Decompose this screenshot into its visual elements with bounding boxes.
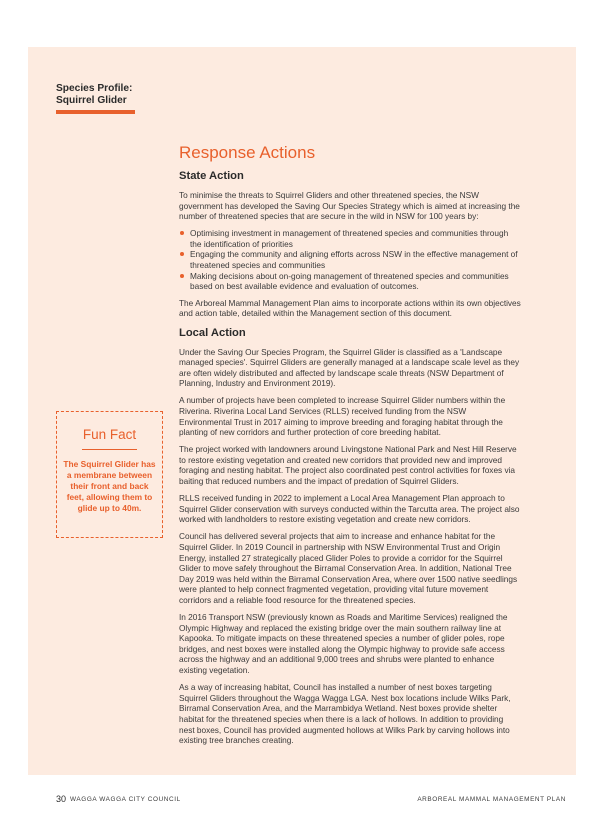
footer-council-name: WAGGA WAGGA CITY COUNCIL	[70, 796, 181, 803]
bullet-dot-icon	[180, 252, 184, 256]
fun-fact-text: The Squirrel Glider has a membrane between their front and back feet, allowing them to glide up to 40m.	[63, 459, 156, 513]
local-action-paragraph: A number of projects have been completed to increase Squirrel Glider numbers within the Riverina. Riverina Local Land Services (RLLS) received funding from the NSW Environmental Trust in 2017 aiming to improve breeding and foraging habitat through the planting of new corridors and further protection of core breeding habitat.	[179, 395, 506, 438]
bullet-text: Engaging the community and aligning efforts across NSW in the effective management of threatened species and communities	[190, 249, 518, 271]
bullet-dot-icon	[180, 274, 184, 278]
local-action-paragraph: In 2016 Transport NSW (previously known as Roads and Maritime Services) realigned the Olympic Highway and replaced the existing bridge over the main southern railway line at Kapooka. To mitigate impacts on these threatened species a number of glider poles, rope bridges, and nest boxes were installed along the Olympic highway to provide safe access across the highway and an additional 9,000 trees and shrubs were planted to enhance existing vegetation.	[179, 612, 508, 676]
bullet-item	[179, 271, 521, 292]
local-action-paragraph: Council has delivered several projects that aim to increase and enhance habitat for the Squirrel Glider. In 2019 Council in partnership with NSW Environmental Trust and Origin Energy, installed 27 strategically placed Glider Poles to provide a corridor for the Squirrel Glider to move safely throughout the Birramal Conservation Area. In addition, National Tree Day 2019 was held within the Birramal Conservation Area, where over 1500 native seedlings were planted to help connect fragmented vegetation, providing vital future movement corridors and a reliable food resource for the threatened species.	[179, 531, 518, 605]
species-profile-line1: Species Profile:	[56, 83, 133, 94]
local-action-paragraph: As a way of increasing habitat, Council has installed a number of nest boxes targeting Squirrel Gliders throughout the Wagga Wagga LGA. Nest box locations include Wilks Park, Birramal Conservation Area, and the Marrambidya Wetland. Nest boxes provide shelter habitat for the threatened species when there is a lack of hollows. In addition to providing nest boxes, Council has provided augmented hollows at Wilks Park by carving hollows into existing tree branches creating.	[179, 682, 511, 746]
footer-plan-name: ARBOREAL MAMMAL MANAGEMENT PLAN	[417, 796, 566, 803]
state-action-outro: The Arboreal Mammal Management Plan aims to incorporate actions within its own objectives and action table, detailed within the Management section of this document.	[179, 297, 521, 319]
main-content	[179, 142, 521, 752]
species-profile-line2: Squirrel Glider	[56, 95, 127, 106]
local-action-paragraph: The project worked with landowners around Livingstone National Park and Nest Hill Reserve to restore existing vegetation and created new corridors that provided new and improved foraging and nesting habitat. The project also coordinated pest control activities for foxes via baiting that reduced numbers and the impact of predation of Squirrel Gliders.	[179, 444, 517, 487]
fun-fact-box	[56, 411, 163, 538]
bullet-text: Optimising investment in management of threatened species and communities through the identification of priorities	[190, 228, 509, 249]
fun-fact-title: Fun Fact	[82, 427, 137, 442]
state-action-bullets	[179, 228, 521, 292]
bullet-item	[179, 249, 521, 270]
page-footer	[56, 794, 566, 808]
page-title: Response Actions	[179, 143, 316, 162]
species-profile-underline	[56, 110, 135, 114]
bullet-dot-icon	[180, 231, 184, 235]
state-action-heading: State Action	[179, 170, 244, 182]
local-action-paragraph: Under the Saving Our Species Program, the Squirrel Glider is classified as a 'Landscape managed species'. Squirrel Gliders are generally managed at a landscape scale level as they are often widely distributed and affected by landscape scale threats (NSW Department of Planning, Industry and Environment 2019).	[179, 346, 520, 389]
local-action-paragraph: RLLS received funding in 2022 to implement a Local Area Management Plan approach to Squirrel Glider conservation with surveys conducted within the Tarcutta area. The project also worked with landholders to restore existing vegetation and create new corridors.	[179, 493, 520, 525]
species-profile-label	[56, 83, 146, 107]
bullet-text: Making decisions about on-going management of threatened species and communities based on best available evidence and evaluation of outcomes.	[190, 270, 509, 292]
state-action-intro: To minimise the threats to Squirrel Gliders and other threatened species, the NSW government has developed the Saving Our Species Strategy which is aimed at increasing the number of threatened species that are secure in the wild in NSW for 100 years by:	[179, 190, 520, 222]
page-number: 30	[56, 794, 67, 804]
local-action-heading: Local Action	[179, 326, 246, 339]
fun-fact-divider	[82, 449, 137, 450]
bullet-item	[179, 228, 521, 249]
